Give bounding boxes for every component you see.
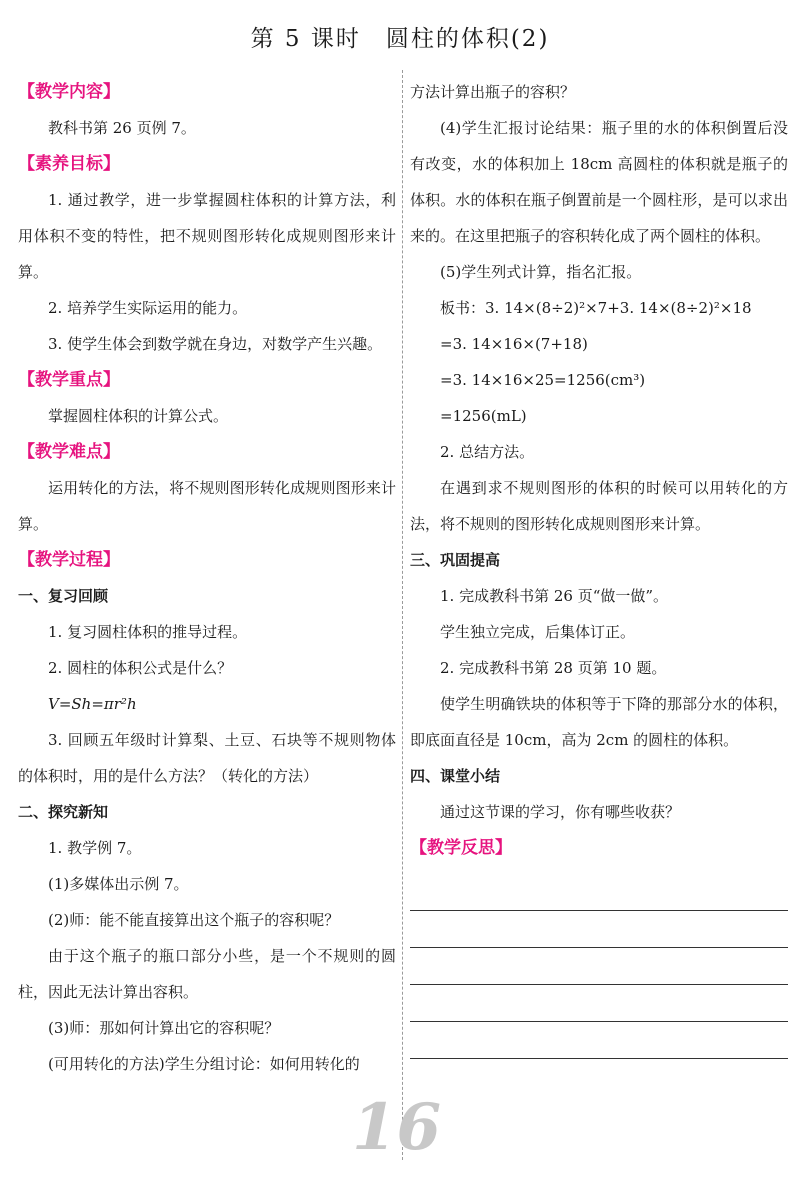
paragraph: (4)学生汇报讨论结果：瓶子里的水的体积倒置后没有改变，水的体积加上 18cm 高圆柱的体积就是瓶子的体积。水的体积在瓶子倒置前是一个圆柱形，是可以求出来的。在这里把瓶子的容积转化成了两个圆柱的体积。 (410, 119, 788, 245)
formula: V=Sh=πr²h (48, 695, 137, 713)
paragraph: 方法计算出瓶子的容积？ (410, 83, 576, 101)
calculation-line: =1256(mL) (440, 407, 527, 425)
column-divider (402, 70, 403, 1160)
writing-line[interactable] (410, 948, 788, 985)
paragraph: 1. 复习圆柱体积的推导过程。 (48, 623, 248, 641)
paragraph: 3. 回顾五年级时计算梨、土豆、石块等不规则物体的体积时，用的是什么方法？（转化的方法） (18, 731, 396, 785)
paragraph: 使学生明确铁块的体积等于下降的那部分水的体积，即底面直径是 10cm，高为 2cm 的圆柱的体积。 (410, 695, 788, 749)
heading-process: 【教学过程】 (18, 550, 120, 570)
paragraph: (5)学生列式计算，指名汇报。 (440, 263, 642, 281)
left-column (18, 74, 396, 1082)
section-review: 一、复习回顾 (18, 587, 109, 605)
calculation-line: =3. 14×16×(7+18) (440, 335, 588, 353)
calculation-line: =3. 14×16×25=1256(cm³) (440, 371, 646, 389)
heading-key-points: 【教学重点】 (18, 370, 120, 390)
paragraph: (可用转化的方法)学生分组讨论：如何用转化的 (48, 1055, 360, 1073)
paragraph: 运用转化的方法，将不规则图形转化成规则图形来计算。 (18, 479, 396, 533)
heading-teaching-content: 【教学内容】 (18, 82, 120, 102)
paragraph: (1)多媒体出示例 7。 (48, 875, 189, 893)
paragraph: 1. 完成教科书第 26 页“做一做”。 (440, 587, 669, 605)
paragraph: 2. 培养学生实际运用的能力。 (48, 299, 248, 317)
paragraph: 2. 圆柱的体积公式是什么？ (48, 659, 233, 677)
section-consolidate: 三、巩固提高 (410, 551, 501, 569)
writing-line[interactable] (410, 1022, 788, 1059)
paragraph: 在遇到求不规则图形的体积的时候可以用转化的方法，将不规则的图形转化成规则图形来计算。 (410, 479, 788, 533)
heading-goals: 【素养目标】 (18, 154, 120, 174)
paragraph: (2)师：能不能直接算出这个瓶子的容积呢？ (48, 911, 340, 929)
paragraph: 3. 使学生体会到数学就在身边，对数学产生兴趣。 (48, 335, 383, 353)
writing-line[interactable] (410, 874, 788, 911)
section-explore: 二、探究新知 (18, 803, 109, 821)
paragraph: 掌握圆柱体积的计算公式。 (48, 407, 229, 425)
page-number: 16 (352, 1090, 442, 1165)
section-summary: 四、课堂小结 (410, 767, 501, 785)
paragraph: 1. 通过教学，进一步掌握圆柱体积的计算方法，利用体积不变的特性，把不规则图形转化成规则图形来计算。 (18, 191, 396, 281)
paragraph: 由于这个瓶子的瓶口部分小些，是一个不规则的圆柱，因此无法计算出容积。 (18, 947, 396, 1001)
paragraph: 通过这节课的学习，你有哪些收获？ (440, 803, 681, 821)
paragraph: 2. 完成教科书第 28 页第 10 题。 (440, 659, 667, 677)
right-column (410, 74, 788, 1059)
writing-line[interactable] (410, 911, 788, 948)
calculation-line: 板书：3. 14×(8÷2)²×7+3. 14×(8÷2)²×18 (440, 299, 752, 317)
page-title: 第 5 课时 圆柱的体积(2) (250, 26, 550, 52)
heading-reflection: 【教学反思】 (410, 838, 512, 858)
reflection-lines (410, 874, 788, 1059)
paragraph: 教科书第 26 页例 7。 (48, 119, 196, 137)
paragraph: 1. 教学例 7。 (48, 839, 142, 857)
paragraph: (3)师：那如何计算出它的容积呢？ (48, 1019, 280, 1037)
writing-line[interactable] (410, 985, 788, 1022)
heading-difficulties: 【教学难点】 (18, 442, 120, 462)
paragraph: 学生独立完成，后集体订正。 (440, 623, 636, 641)
paragraph: 2. 总结方法。 (440, 443, 535, 461)
